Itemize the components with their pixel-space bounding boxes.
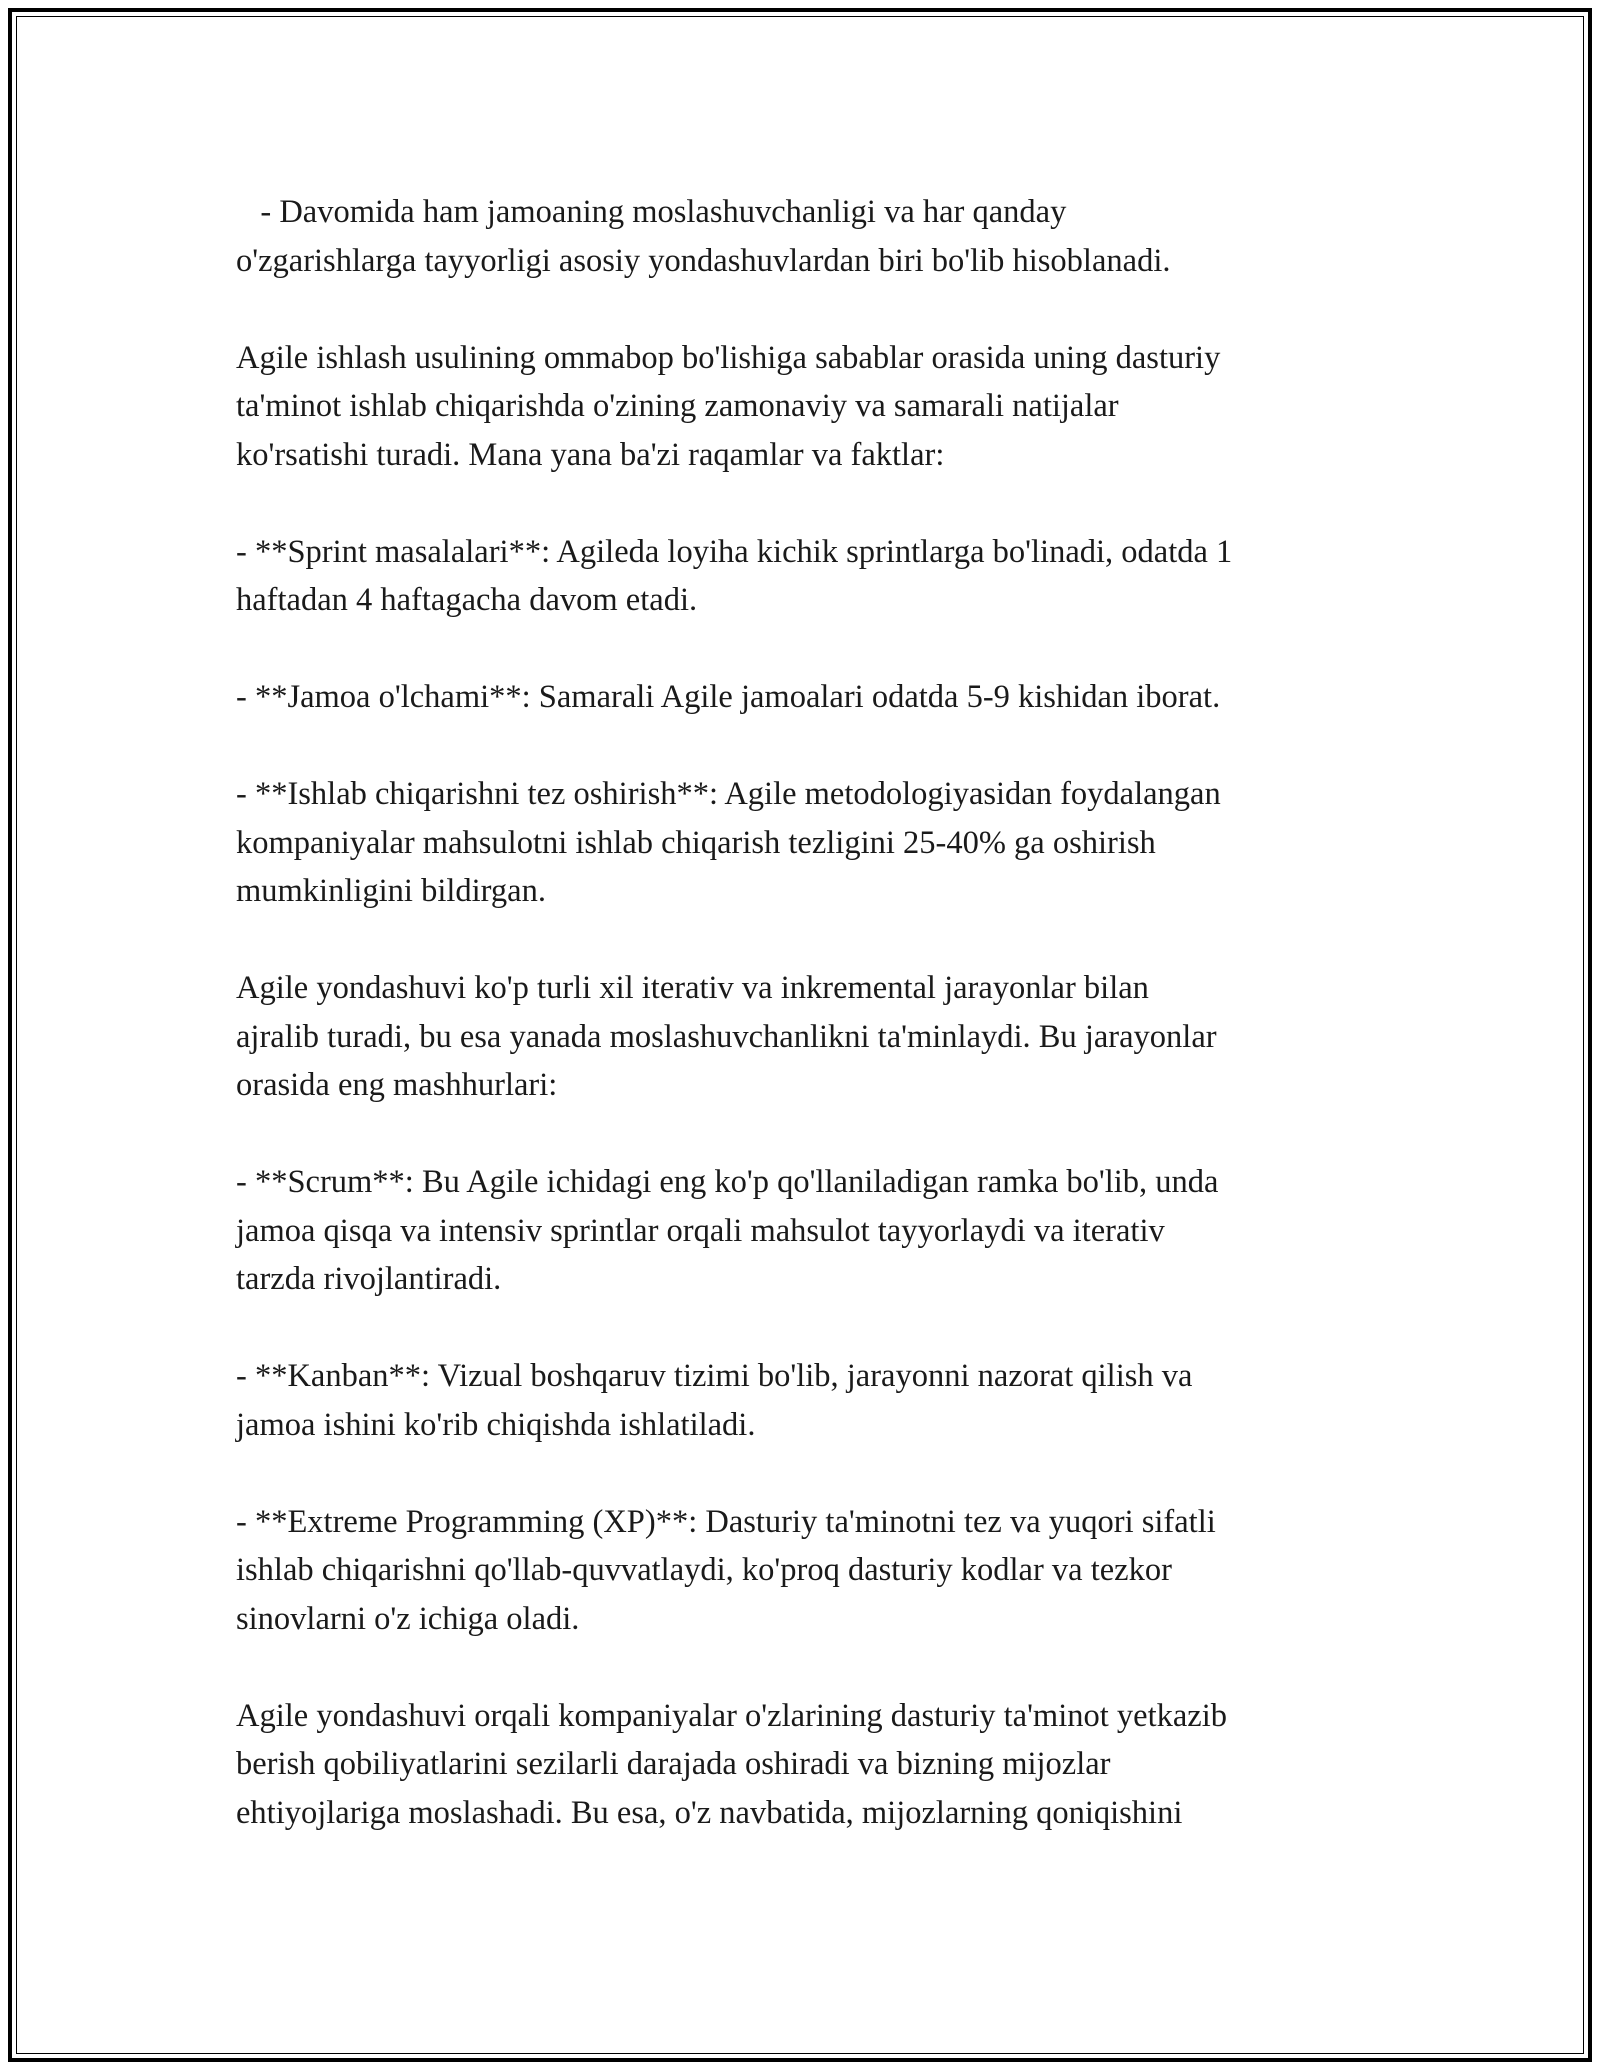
list-item-kanban: - **Kanban**: Vizual boshqaruv tizimi bo'lib, jarayonni nazorat qilish va jamoa ishini ko'rib chiqishda ishlatiladi. [236,1358,1193,1443]
list-item-sprint: - **Sprint masalalari**: Agileda loyiha kichik sprintlarga bo'linadi, odatda 1 haftadan 4 haftagacha davom etadi. [236,533,1233,618]
list-item-team-size: - **Jamoa o'lchami**: Samarali Agile jamoalari odatda 5-9 kishidan iborat. [236,679,1221,715]
list-item-production-speed: - **Ishlab chiqarishni tez oshirish**: Agile metodologiyasidan foydalangan kompaniyalar mahsulotni ishlab chiqarish tezligini 25-40% ga oshirish mumkinligini bildirgan. [236,776,1221,909]
document-body [236,188,1376,1837]
list-item-xp: - **Extreme Programming (XP)**: Dasturiy ta'minotni tez va yuqori sifatli ishlab chiqarishni qo'llab-quvvatlaydi, ko'proq dasturiy kodlar va tezkor sinovlarni o'z ichiga oladi. [236,1503,1216,1637]
paragraph-agile-processes: Agile yondashuvi ko'p turli xil iterativ va inkremental jarayonlar bilan ajralib turadi, bu esa yanada moslashuvchanlikni ta'minlaydi. Bu jarayonlar orasida eng mashhurlari: [236,970,1217,1103]
paragraph-agile-popularity: Agile ishlash usulining ommabop bo'lishiga sabablar orasida uning dasturiy ta'minot ishlab chiqarishda o'zining zamonaviy va samarali natijalar ko'rsatishi turadi. Mana yana ba'zi raqamlar va faktlar: [236,339,1221,473]
list-item-scrum: - **Scrum**: Bu Agile ichidagi eng ko'p qo'llaniladigan ramka bo'lib, unda jamoa qisqa va intensiv sprintlar orqali mahsulot tayyorlaydi va iterativ tarzda rivojlantiradi. [236,1164,1219,1297]
paragraph-continuation: - Davomida ham jamoaning moslashuvchanligi va har qanday o'zgarishlarga tayyorligi asosiy yondashuvlardan biri bo'lib hisoblanadi. [236,194,1171,279]
paragraph-conclusion: Agile yondashuvi orqali kompaniyalar o'zlarining dasturiy ta'minot yetkazib berish qobiliyatlarini sezilarli darajada oshiradi va bizning mijozlar ehtiyojlariga moslashadi. Bu esa, o'z navbatida, mijozlarning qoniqishini [236,1697,1227,1831]
